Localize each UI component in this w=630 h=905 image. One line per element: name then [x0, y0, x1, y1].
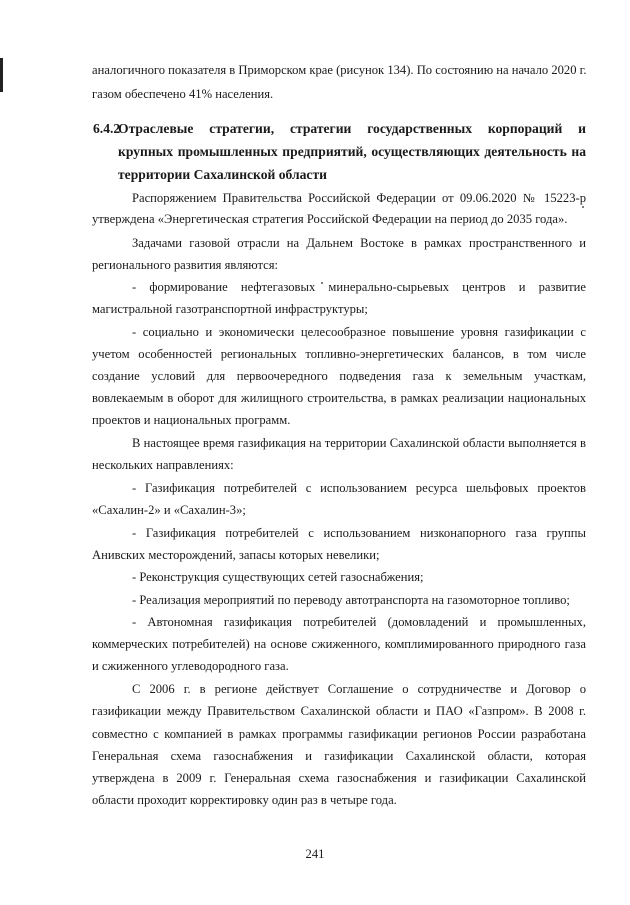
- text-line: Распоряжением Правительства Российской Федерации от 09.06.2020 № 15223-р: [132, 191, 586, 205]
- list-item: - Газификация потребителей с использованием ресурса шельфовых проектов: [132, 481, 586, 495]
- text-line: Генеральная схема газоснабжения и газификации Сахалинской области, которая: [92, 749, 586, 763]
- scan-edge-mark: [0, 58, 3, 92]
- text-line: утверждена «Энергетическая стратегия Российской Федерации на период до 2035 года».: [92, 212, 568, 226]
- section-heading-line: территории Сахалинской области: [118, 167, 327, 182]
- section-heading-line: крупных промышленных предприятий, осуществляющих деятельность на: [118, 144, 586, 159]
- text-line: Задачами газовой отрасли на Дальнем Востоке в рамках пространственного и: [132, 236, 586, 250]
- text-line: регионального развития являются:: [92, 258, 279, 272]
- page-number: 241: [305, 847, 325, 861]
- text-line: Анивских месторождений, запасы которых невелики;: [92, 548, 380, 562]
- text-line: создание условий для первоочередного подведения газа к земельным участкам,: [92, 369, 586, 383]
- text-line: С 2006 г. в регионе действует Соглашение о сотрудничестве и Договор о: [132, 682, 586, 696]
- list-item: - формирование нефтегазовых минерально-сырьевых центров и развитие: [132, 280, 586, 294]
- text-line: газификации между Правительством Сахалинской области и ПАО «Газпром». В 2008 г.: [92, 704, 586, 718]
- list-item: - Автономная газификация потребителей (домовладений и промышленных,: [132, 615, 586, 629]
- list-item: - Реализация мероприятий по переводу автотранспорта на газомоторное топливо;: [132, 593, 570, 607]
- scan-speck: [582, 206, 584, 208]
- text-line: совместно с компанией в рамках программы газификации регионов России разработана: [92, 727, 586, 741]
- text-line: и сжиженного углеводородного газа.: [92, 659, 289, 673]
- text-line: «Сахалин-2» и «Сахалин-3»;: [92, 503, 246, 517]
- text-line: аналогичного показателя в Приморском крае (рисунок 134). По состоянию на начало 2020 г.: [92, 63, 587, 77]
- text-line: вовлекаемым в оборот для жилищного строительства, в рамках реализации национальных: [92, 391, 586, 405]
- section-number: 6.4.2: [93, 121, 121, 136]
- text-line: учетом особенностей региональных топливно-энергетических балансов, в том числе: [92, 347, 586, 361]
- text-line: магистральной газотранспортной инфраструктуры;: [92, 302, 368, 316]
- text-line: области проходит корректировку один раз в четыре года.: [92, 793, 397, 807]
- text-line: утверждена в 2009 г. Генеральная схема газоснабжения и газификации Сахалинской: [92, 771, 586, 785]
- text-line: нескольких направлениях:: [92, 458, 234, 472]
- text-line: коммерческих потребителей) на основе сжиженного, комплимированного природного газа: [92, 637, 586, 651]
- text-line: В настоящее время газификация на территории Сахалинской области выполняется в: [132, 436, 586, 450]
- text-line: газом обеспечено 41% населения.: [92, 87, 274, 101]
- list-item: - Газификация потребителей с использованием низконапорного газа группы: [132, 526, 586, 540]
- text-line: проектов и национальных программ.: [92, 413, 291, 427]
- list-item: - социально и экономически целесообразное повышение уровня газификации с: [132, 325, 586, 339]
- list-item: - Реконструкция существующих сетей газоснабжения;: [132, 570, 424, 584]
- section-heading-line: Отраслевые стратегии, стратегии государственных корпораций и: [118, 121, 586, 136]
